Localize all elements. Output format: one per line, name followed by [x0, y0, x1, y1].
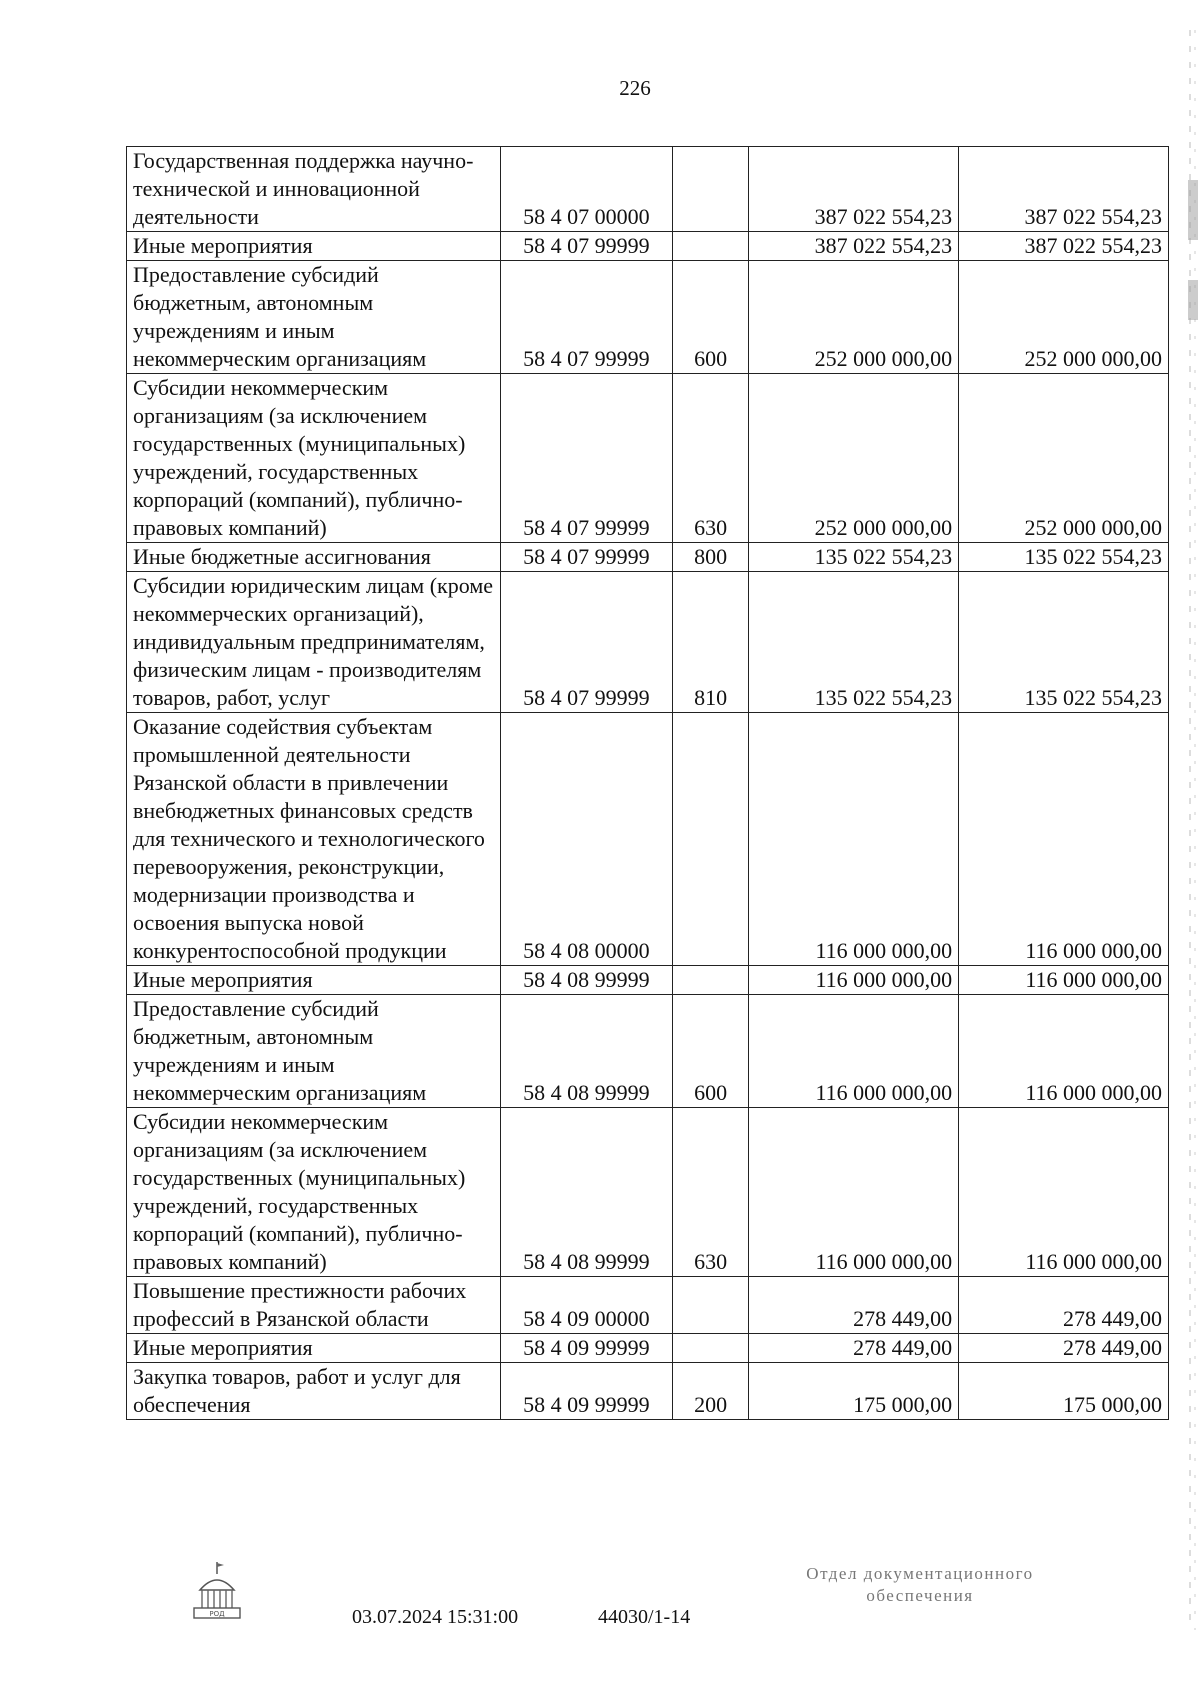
row-sum-2025-cell: 252 000 000,00 [959, 261, 1169, 374]
row-sum-2024-cell: 135 022 554,23 [749, 543, 959, 572]
row-kind-cell: 630 [672, 1108, 748, 1277]
row-name-cell: Субсидии некоммерческим организациям (за исключением государственных (муниципальных) учреждений, государственных корпораций (компаний), публично-правовых компаний) [127, 374, 501, 543]
row-name-cell: Предоставление субсидий бюджетным, автономным учреждениям и иным некоммерческим организациям [127, 261, 501, 374]
row-sum-2024-cell: 387 022 554,23 [749, 147, 959, 232]
table-row [127, 232, 1169, 261]
row-name-cell: Иные мероприятия [127, 966, 501, 995]
stamp-line-1: Отдел документационного [806, 1564, 1034, 1583]
table-row [127, 713, 1169, 966]
row-code-cell: 58 4 09 99999 [500, 1334, 672, 1363]
row-kind-cell [672, 232, 748, 261]
table-row [127, 572, 1169, 713]
table-row [127, 543, 1169, 572]
row-kind-cell [672, 1277, 748, 1334]
row-kind-cell [672, 966, 748, 995]
table-row [127, 1363, 1169, 1420]
row-sum-2025-cell: 135 022 554,23 [959, 543, 1169, 572]
duma-logo [186, 1560, 248, 1622]
table-row [127, 147, 1169, 232]
row-code-cell: 58 4 09 99999 [500, 1363, 672, 1420]
row-code-cell: 58 4 08 99999 [500, 995, 672, 1108]
row-code-cell: 58 4 08 99999 [500, 1108, 672, 1277]
row-sum-2024-cell: 278 449,00 [749, 1334, 959, 1363]
budget-table-body [127, 147, 1169, 1420]
budget-table [126, 146, 1169, 1420]
table-row [127, 1277, 1169, 1334]
row-code-cell: 58 4 07 00000 [500, 147, 672, 232]
row-sum-2024-cell: 252 000 000,00 [749, 261, 959, 374]
row-sum-2025-cell: 135 022 554,23 [959, 572, 1169, 713]
stamp-line-2: обеспечения [866, 1586, 974, 1605]
row-sum-2025-cell: 116 000 000,00 [959, 1108, 1169, 1277]
registration-number: 44030/1-14 [598, 1606, 691, 1628]
row-sum-2025-cell: 116 000 000,00 [959, 995, 1169, 1108]
row-name-cell: Закупка товаров, работ и услуг для обеспечения [127, 1363, 501, 1420]
row-sum-2024-cell: 116 000 000,00 [749, 966, 959, 995]
scan-edge-artifact [1186, 30, 1200, 1630]
row-code-cell: 58 4 08 00000 [500, 713, 672, 966]
duma-logo-text: РОД [209, 1610, 225, 1618]
row-kind-cell [672, 147, 748, 232]
row-code-cell: 58 4 07 99999 [500, 261, 672, 374]
row-code-cell: 58 4 09 00000 [500, 1277, 672, 1334]
row-sum-2024-cell: 116 000 000,00 [749, 995, 959, 1108]
table-row [127, 261, 1169, 374]
row-code-cell: 58 4 07 99999 [500, 374, 672, 543]
row-code-cell: 58 4 07 99999 [500, 572, 672, 713]
page-number: 226 [619, 76, 651, 100]
row-code-cell: 58 4 07 99999 [500, 232, 672, 261]
row-kind-cell [672, 713, 748, 966]
row-sum-2025-cell: 278 449,00 [959, 1277, 1169, 1334]
table-row [127, 1108, 1169, 1277]
row-name-cell: Субсидии юридическим лицам (кроме некоммерческих организаций), индивидуальным предпринимателям, физическим лицам - производителям товаров, работ, услуг [127, 572, 501, 713]
row-sum-2024-cell: 116 000 000,00 [749, 713, 959, 966]
row-name-cell: Государственная поддержка научно-технической и инновационной деятельности [127, 147, 501, 232]
row-name-cell: Оказание содействия субъектам промышленной деятельности Рязанской области в привлечении внебюджетных финансовых средств для технического и технологического перевооружения, реконструкции, модернизации производства и освоения выпуска новой конкурентоспособной продукции [127, 713, 501, 966]
row-name-cell: Иные мероприятия [127, 232, 501, 261]
row-name-cell: Повышение престижности рабочих профессий в Рязанской области [127, 1277, 501, 1334]
row-sum-2025-cell: 278 449,00 [959, 1334, 1169, 1363]
row-sum-2024-cell: 252 000 000,00 [749, 374, 959, 543]
row-name-cell: Иные бюджетные ассигнования [127, 543, 501, 572]
row-sum-2024-cell: 135 022 554,23 [749, 572, 959, 713]
row-sum-2024-cell: 116 000 000,00 [749, 1108, 959, 1277]
row-kind-cell: 800 [672, 543, 748, 572]
registration-datetime: 03.07.2024 15:31:00 [352, 1606, 519, 1628]
row-sum-2024-cell: 175 000,00 [749, 1363, 959, 1420]
row-sum-2025-cell: 175 000,00 [959, 1363, 1169, 1420]
row-kind-cell [672, 1334, 748, 1363]
row-sum-2025-cell: 387 022 554,23 [959, 232, 1169, 261]
table-row [127, 374, 1169, 543]
row-name-cell: Иные мероприятия [127, 1334, 501, 1363]
row-sum-2024-cell: 387 022 554,23 [749, 232, 959, 261]
row-sum-2024-cell: 278 449,00 [749, 1277, 959, 1334]
table-row [127, 1334, 1169, 1363]
row-kind-cell: 200 [672, 1363, 748, 1420]
row-kind-cell: 810 [672, 572, 748, 713]
row-code-cell: 58 4 08 99999 [500, 966, 672, 995]
row-sum-2025-cell: 116 000 000,00 [959, 966, 1169, 995]
row-sum-2025-cell: 387 022 554,23 [959, 147, 1169, 232]
row-sum-2025-cell: 116 000 000,00 [959, 713, 1169, 966]
department-stamp [770, 1563, 1070, 1607]
table-row [127, 966, 1169, 995]
row-code-cell: 58 4 07 99999 [500, 543, 672, 572]
row-name-cell: Предоставление субсидий бюджетным, автономным учреждениям и иным некоммерческим организациям [127, 995, 501, 1108]
row-kind-cell: 600 [672, 261, 748, 374]
row-kind-cell: 630 [672, 374, 748, 543]
table-row [127, 995, 1169, 1108]
row-sum-2025-cell: 252 000 000,00 [959, 374, 1169, 543]
row-name-cell: Субсидии некоммерческим организациям (за исключением государственных (муниципальных) учреждений, государственных корпораций (компаний), публично-правовых компаний) [127, 1108, 501, 1277]
row-kind-cell: 600 [672, 995, 748, 1108]
